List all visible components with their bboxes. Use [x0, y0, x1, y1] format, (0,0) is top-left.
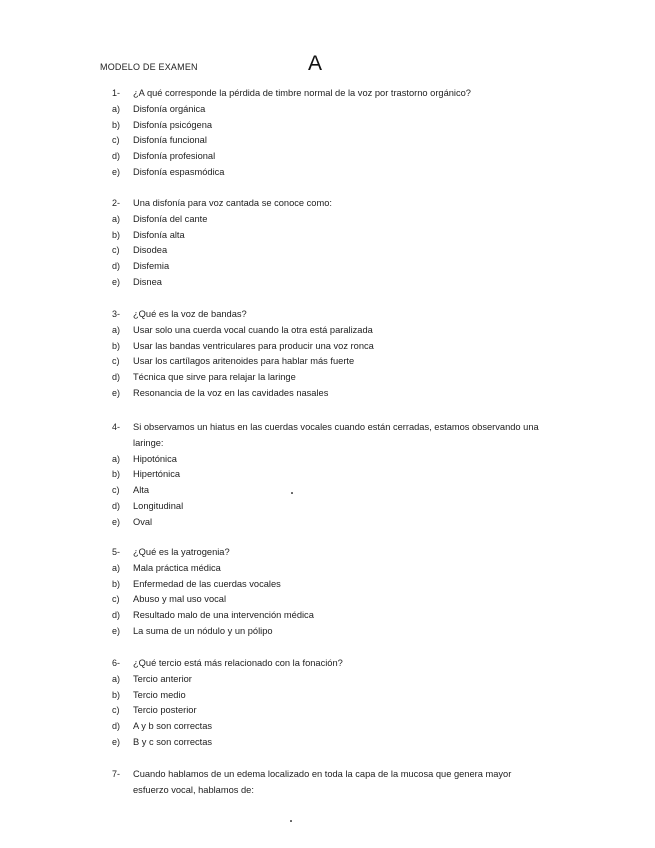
- answer-option: [112, 212, 542, 228]
- option-letter: b): [112, 578, 121, 589]
- option-letter: d): [112, 261, 121, 272]
- option-text: Alta: [133, 485, 150, 496]
- question-6: [112, 656, 542, 751]
- option-letter: c): [112, 245, 120, 256]
- option-text: Disfonía profesional: [133, 151, 216, 162]
- option-letter: c): [112, 135, 120, 146]
- option-text: Disfonía espasmódica: [133, 166, 225, 177]
- answer-option: [112, 703, 542, 719]
- option-text: Enfermedad de las cuerdas vocales: [133, 578, 281, 589]
- answer-option: [112, 165, 542, 181]
- option-letter: d): [112, 372, 121, 383]
- question-text: ¿A qué corresponde la pérdida de timbre normal de la voz por trastorno orgánico?: [133, 88, 471, 98]
- question-stem: [112, 767, 542, 799]
- option-letter: b): [112, 229, 121, 240]
- answer-option: [112, 133, 542, 149]
- question-text: Cuando hablamos de un edema localizado en toda la capa de la mucosa que genera mayor esfuerzo vocal, hablamos de:: [133, 769, 512, 795]
- option-letter: e): [112, 387, 121, 398]
- option-text: Usar las bandas ventriculares para producir una voz ronca: [133, 340, 374, 351]
- option-letter: c): [112, 705, 120, 716]
- question-number: 1-: [112, 88, 121, 98]
- option-letter: c): [112, 485, 120, 496]
- question-text: Una disfonía para voz cantada se conoce como:: [133, 198, 332, 208]
- answer-option: [112, 102, 542, 118]
- option-text: Disfonía psicógena: [133, 119, 213, 130]
- option-letter: e): [112, 625, 121, 636]
- answer-option: [112, 339, 542, 355]
- answer-option: [112, 149, 542, 165]
- scan-speck: [291, 492, 293, 494]
- option-letter: e): [112, 276, 121, 287]
- scan-speck: [290, 820, 292, 822]
- question-stem: [112, 196, 542, 212]
- question-number: 7-: [112, 769, 121, 779]
- question-4: [112, 420, 542, 531]
- option-letter: a): [112, 324, 121, 335]
- question-3: [112, 307, 542, 402]
- question-text: Si observamos un hiatus en las cuerdas vocales cuando están cerradas, estamos observando una laringe:: [133, 422, 539, 448]
- answer-option: [112, 386, 542, 402]
- answer-option: [112, 354, 542, 370]
- question-5: [112, 545, 542, 640]
- answer-option: [112, 592, 542, 608]
- exam-title: MODELO DE EXAMEN: [100, 62, 198, 72]
- option-text: Usar solo una cuerda vocal cuando la otra está paralizada: [133, 324, 373, 335]
- question-stem: [112, 545, 542, 561]
- option-letter: a): [112, 213, 121, 224]
- option-letter: d): [112, 721, 121, 732]
- answer-option: [112, 608, 542, 624]
- question-1: [112, 86, 542, 181]
- option-text: Oval: [133, 516, 153, 527]
- answer-option: [112, 515, 542, 531]
- option-letter: d): [112, 151, 121, 162]
- option-text: A y b son correctas: [133, 721, 213, 732]
- option-text: Técnica que sirve para relajar la laringe: [133, 372, 296, 383]
- answer-option: [112, 577, 542, 593]
- question-number: 4-: [112, 422, 121, 432]
- option-letter: d): [112, 610, 121, 621]
- answer-option: [112, 561, 542, 577]
- answer-option: [112, 499, 542, 515]
- answer-option: [112, 672, 542, 688]
- option-text: Abuso y mal uso vocal: [133, 594, 227, 605]
- option-letter: b): [112, 340, 121, 351]
- option-letter: a): [112, 453, 121, 464]
- option-letter: b): [112, 689, 121, 700]
- option-letter: b): [112, 119, 121, 130]
- question-text: ¿Qué tercio está más relacionado con la fonación?: [133, 658, 343, 668]
- option-text: Disfonía funcional: [133, 135, 207, 146]
- question-stem: [112, 420, 542, 452]
- answer-option: [112, 483, 542, 499]
- question-2: [112, 196, 542, 291]
- answer-option: [112, 228, 542, 244]
- option-text: Longitudinal: [133, 500, 184, 511]
- option-text: Tercio anterior: [133, 673, 192, 684]
- option-letter: a): [112, 562, 121, 573]
- option-letter: b): [112, 469, 121, 480]
- question-text: ¿Qué es la voz de bandas?: [133, 309, 247, 319]
- option-text: Usar los cartílagos aritenoides para hablar más fuerte: [133, 356, 355, 367]
- answer-option: [112, 243, 542, 259]
- option-letter: a): [112, 103, 121, 114]
- answer-option: [112, 719, 542, 735]
- option-letter: c): [112, 356, 120, 367]
- option-text: Disfonía del cante: [133, 213, 208, 224]
- option-text: Hipertónica: [133, 469, 181, 480]
- question-number: 2-: [112, 198, 121, 208]
- option-text: Disodea: [133, 245, 168, 256]
- option-text: Disfonía orgánica: [133, 103, 206, 114]
- option-text: B y c son correctas: [133, 736, 213, 747]
- option-text: Disnea: [133, 276, 162, 287]
- answer-option: [112, 688, 542, 704]
- answer-option: [112, 452, 542, 468]
- option-text: Mala práctica médica: [133, 562, 221, 573]
- option-text: Disfonía alta: [133, 229, 185, 240]
- question-number: 5-: [112, 547, 121, 557]
- exam-version-letter: A: [308, 52, 323, 75]
- answer-option: [112, 735, 542, 751]
- option-letter: d): [112, 500, 121, 511]
- option-text: Hipotónica: [133, 453, 177, 464]
- question-text: ¿Qué es la yatrogenia?: [133, 547, 230, 557]
- answer-option: [112, 370, 542, 386]
- option-text: Tercio posterior: [133, 705, 197, 716]
- question-stem: [112, 307, 542, 323]
- answer-option: [112, 323, 542, 339]
- answer-option: [112, 467, 542, 483]
- option-letter: e): [112, 166, 121, 177]
- answer-option: [112, 624, 542, 640]
- question-stem: [112, 86, 542, 102]
- answer-option: [112, 275, 542, 291]
- option-text: Disfemia: [133, 261, 170, 272]
- option-letter: e): [112, 736, 121, 747]
- option-text: Resultado malo de una intervención médica: [133, 610, 314, 621]
- option-text: Resonancia de la voz en las cavidades nasales: [133, 387, 329, 398]
- option-letter: a): [112, 673, 121, 684]
- option-text: Tercio medio: [133, 689, 186, 700]
- option-letter: c): [112, 594, 120, 605]
- question-number: 3-: [112, 309, 121, 319]
- option-letter: e): [112, 516, 121, 527]
- question-7: [112, 767, 542, 799]
- option-text: La suma de un nódulo y un pólipo: [133, 625, 273, 636]
- answer-option: [112, 259, 542, 275]
- answer-option: [112, 118, 542, 134]
- question-stem: [112, 656, 542, 672]
- question-number: 6-: [112, 658, 121, 668]
